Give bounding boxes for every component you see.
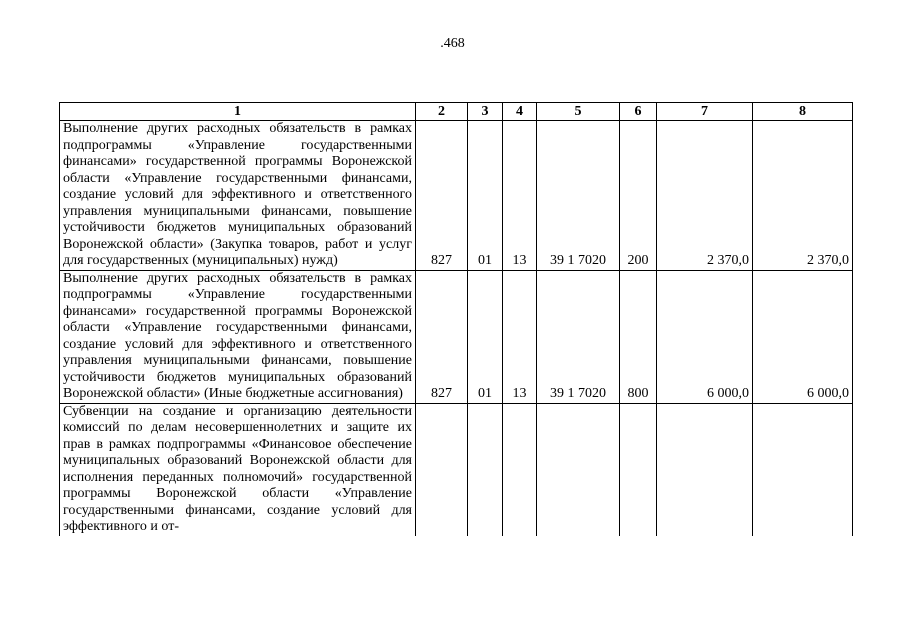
- column-header: 1: [60, 103, 416, 121]
- ministry-code: 827: [416, 270, 468, 403]
- target-code: 39 1 7020: [537, 270, 620, 403]
- ministry-code: [416, 403, 468, 536]
- column-header: 8: [753, 103, 853, 121]
- column-header: 2: [416, 103, 468, 121]
- amount-1: 6 000,0: [657, 270, 753, 403]
- table-row: [60, 270, 853, 403]
- table-row: [60, 121, 853, 271]
- section-code: [468, 403, 503, 536]
- budget-table: [59, 102, 853, 536]
- amount-1: [657, 403, 753, 536]
- row-description: Выполнение других расходных обязательств в рамках подпрограммы «Управление государственными финансами» государственной программы Воронежской области «Управление государственными финансами, создание условий для эффективного и ответственного управления муниципальными финансами, повышение устойчивости бюджетов муниципальных образований Воронежской области» (Закупка товаров, работ и услуг для государственных (муниципальных) нужд): [60, 121, 416, 271]
- column-header: 7: [657, 103, 753, 121]
- section-code: 01: [468, 121, 503, 271]
- expense-type-code: [620, 403, 657, 536]
- amount-2: 2 370,0: [753, 121, 853, 271]
- target-code: 39 1 7020: [537, 121, 620, 271]
- amount-2: 6 000,0: [753, 270, 853, 403]
- target-code: [537, 403, 620, 536]
- expense-type-code: 800: [620, 270, 657, 403]
- subsection-code: 13: [503, 270, 537, 403]
- ministry-code: 827: [416, 121, 468, 271]
- column-header: 4: [503, 103, 537, 121]
- expense-type-code: 200: [620, 121, 657, 271]
- page-number: .468: [440, 36, 465, 51]
- row-description: Выполнение других расходных обязательств в рамках подпрограммы «Управление государственными финансами» государственной программы Воронежской области «Управление государственными финансами, создание условий для эффективного и ответственного управления муниципальными финансами, повышение устойчивости бюджетов муниципальных образований Воронежской области» (Иные бюджетные ассигнования): [60, 270, 416, 403]
- row-description: Субвенции на создание и организацию деятельности комиссий по делам несовершеннолетних и защите их прав в рамках подпрограммы «Финансовое обеспечение муниципальных образований Воронежской области для исполнения переданных полномочий» государственной программы Воронежской области «Управление государственными финансами, создание условий для эффективного и от-: [60, 403, 416, 536]
- subsection-code: 13: [503, 121, 537, 271]
- section-code: 01: [468, 270, 503, 403]
- subsection-code: [503, 403, 537, 536]
- column-header: 3: [468, 103, 503, 121]
- header-row: [60, 103, 853, 121]
- amount-2: [753, 403, 853, 536]
- table-row: [60, 403, 853, 536]
- column-header: 6: [620, 103, 657, 121]
- amount-1: 2 370,0: [657, 121, 753, 271]
- column-header: 5: [537, 103, 620, 121]
